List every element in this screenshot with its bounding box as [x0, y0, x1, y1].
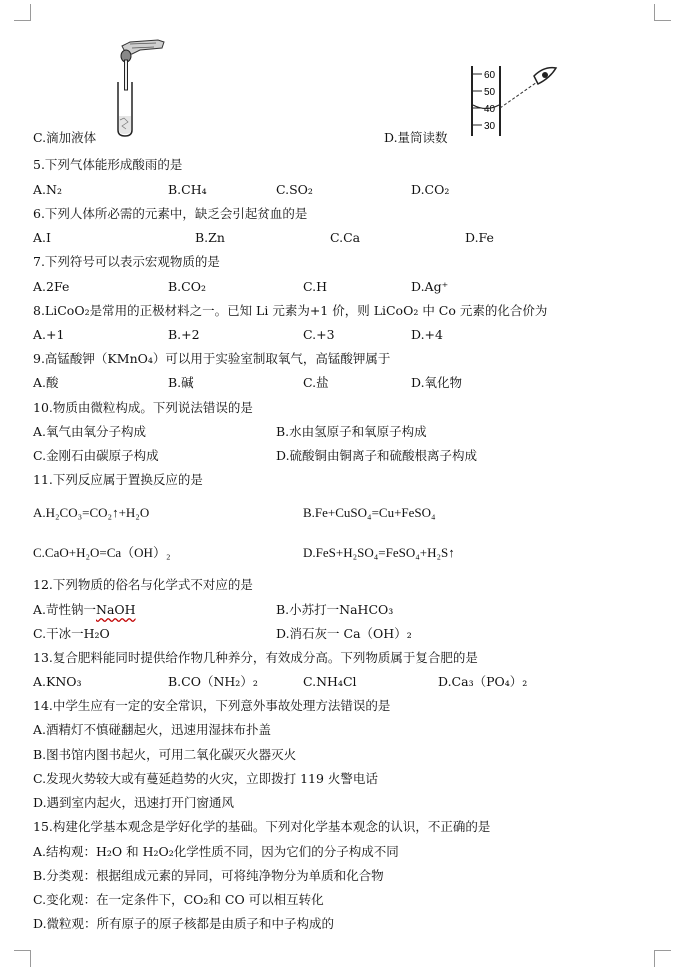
- question-10-option-b[interactable]: B.水由氢原子和氧原子构成: [276, 424, 427, 439]
- question-7-option-b[interactable]: B.CO₂: [168, 279, 206, 294]
- question-10-option-a[interactable]: A.氧气由氧分子构成: [33, 424, 147, 439]
- cylinder-tick-label: 60: [484, 70, 496, 81]
- question-14-stem: 14.中学生应有一定的安全常识，下列意外事故处理方法错误的是: [33, 698, 391, 713]
- question-9-option-d[interactable]: D.氧化物: [411, 375, 463, 390]
- question-9-option-a[interactable]: A.酸: [33, 375, 59, 390]
- question-14-option-b[interactable]: B.图书馆内图书起火，可用二氧化碳灭火器灭火: [33, 747, 297, 762]
- question-14-option-a[interactable]: A.酒精灯不慎碰翻起火，迅速用湿抹布扑盖: [33, 722, 272, 737]
- figure-d-label: D.量筒读数: [384, 130, 448, 145]
- question-6-stem: 6.下列人体所必需的元素中，缺乏会引起贫血的是: [33, 206, 308, 221]
- question-5-option-d[interactable]: D.CO₂: [411, 182, 450, 197]
- question-9-option-b[interactable]: B.碱: [168, 375, 194, 390]
- cylinder-tick-label: 40: [484, 104, 496, 115]
- question-7-option-a[interactable]: A.2Fe: [33, 279, 70, 294]
- question-11-option-d[interactable]: D.FeS+H₂SO₄=FeSO₄+H₂S↑: [303, 545, 455, 560]
- question-6-option-c[interactable]: C.Ca: [330, 230, 361, 245]
- question-6-option-b[interactable]: B.Zn: [195, 230, 225, 245]
- question-8-option-c[interactable]: C.+3: [303, 327, 335, 342]
- question-13-stem: 13.复合肥料能同时提供给作物几种养分，有效成分高。下列物质属于复合肥的是: [33, 650, 478, 665]
- question-8-stem: 8.LiCoO₂是常用的正极材料之一。已知 Li 元素为+1 价，则 LiCoO₂ 中 Co 元素的化合价为: [33, 303, 548, 318]
- page-corner-mark: [14, 950, 31, 967]
- question-11-option-b[interactable]: B.Fe+CuSO₄=Cu+FeSO₄: [303, 505, 436, 520]
- question-5-option-c[interactable]: C.SO₂: [276, 182, 313, 197]
- question-15-option-d[interactable]: D.微粒观：所有原子的原子核都是由质子和中子构成的: [33, 916, 335, 931]
- question-12-option-d[interactable]: D.消石灰一 Ca（OH）₂: [276, 626, 412, 641]
- question-10-option-c[interactable]: C.金刚石由碳原子构成: [33, 448, 159, 463]
- question-6-option-a[interactable]: A.I: [33, 230, 51, 245]
- question-12-option-a-prefix: A.苛性钠一: [33, 602, 97, 617]
- question-7-stem: 7.下列符号可以表示宏观物质的是: [33, 254, 220, 269]
- question-15-option-a[interactable]: A.结构观：H₂O 和 H₂O₂化学性质不同，因为它们的分子构成不同: [33, 844, 399, 859]
- question-5-stem: 5.下列气体能形成酸雨的是: [33, 157, 183, 172]
- question-10-stem: 10.物质由微粒构成。下列说法错误的是: [33, 400, 253, 415]
- question-6-option-d[interactable]: D.Fe: [465, 230, 494, 245]
- question-11-stem: 11.下列反应属于置换反应的是: [33, 472, 203, 487]
- figure-c-label: C.滴加液体: [33, 130, 97, 145]
- question-12-stem: 12.下列物质的俗名与化学式不对应的是: [33, 577, 253, 592]
- question-13-option-b[interactable]: B.CO（NH₂）₂: [168, 674, 258, 689]
- question-7-option-d[interactable]: D.Ag⁺: [411, 279, 449, 294]
- question-5-option-b[interactable]: B.CH₄: [168, 182, 207, 197]
- question-12-option-b[interactable]: B.小苏打一NaHCO₃: [276, 602, 394, 617]
- question-12-option-a[interactable]: [33, 602, 136, 618]
- question-14-option-c[interactable]: C.发现火势较大或有蔓延趋势的火灾，立即拨打 119 火警电话: [33, 771, 378, 786]
- question-11-option-c[interactable]: C.CaO+H₂O=Ca（OH）₂: [33, 545, 171, 560]
- question-8-option-b[interactable]: B.+2: [168, 327, 200, 342]
- question-8-option-d[interactable]: D.+4: [411, 327, 443, 342]
- question-13-option-c[interactable]: C.NH₄Cl: [303, 674, 357, 689]
- page-corner-mark: [654, 4, 671, 21]
- question-15-stem: 15.构建化学基本观念是学好化学的基础。下列对化学基本观念的认识，不正确的是: [33, 819, 491, 834]
- question-12-option-c[interactable]: C.干冰一H₂O: [33, 626, 110, 641]
- cylinder-tick-label: 50: [484, 87, 496, 98]
- question-12-option-a-formula: NaOH: [96, 602, 136, 617]
- question-8-option-a[interactable]: A.+1: [33, 327, 65, 342]
- question-9-stem: 9.高锰酸钾（KMnO₄）可以用于实验室制取氧气，高锰酸钾属于: [33, 351, 391, 366]
- cylinder-tick-label: 30: [484, 121, 496, 132]
- page-corner-mark: [654, 950, 671, 967]
- question-14-option-d[interactable]: D.遇到室内起火，迅速打开门窗通风: [33, 795, 235, 810]
- question-7-option-c[interactable]: C.H: [303, 279, 327, 294]
- graduated-cylinder-figure: [468, 62, 563, 138]
- question-15-option-c[interactable]: C.变化观：在一定条件下，CO₂和 CO 可以相互转化: [33, 892, 324, 907]
- question-5-option-a[interactable]: A.N₂: [33, 182, 62, 197]
- question-15-option-b[interactable]: B.分类观：根据组成元素的异同，可将纯净物分为单质和化合物: [33, 868, 384, 883]
- question-9-option-c[interactable]: C.盐: [303, 375, 329, 390]
- page-corner-mark: [14, 4, 31, 21]
- dropper-test-tube-figure: [100, 38, 170, 138]
- question-13-option-d[interactable]: D.Ca₃（PO₄）₂: [438, 674, 528, 689]
- question-11-option-a[interactable]: A.H₂CO₃=CO₂↑+H₂O: [33, 505, 150, 520]
- question-10-option-d[interactable]: D.硫酸铜由铜离子和硫酸根离子构成: [276, 448, 478, 463]
- question-13-option-a[interactable]: A.KNO₃: [33, 674, 82, 689]
